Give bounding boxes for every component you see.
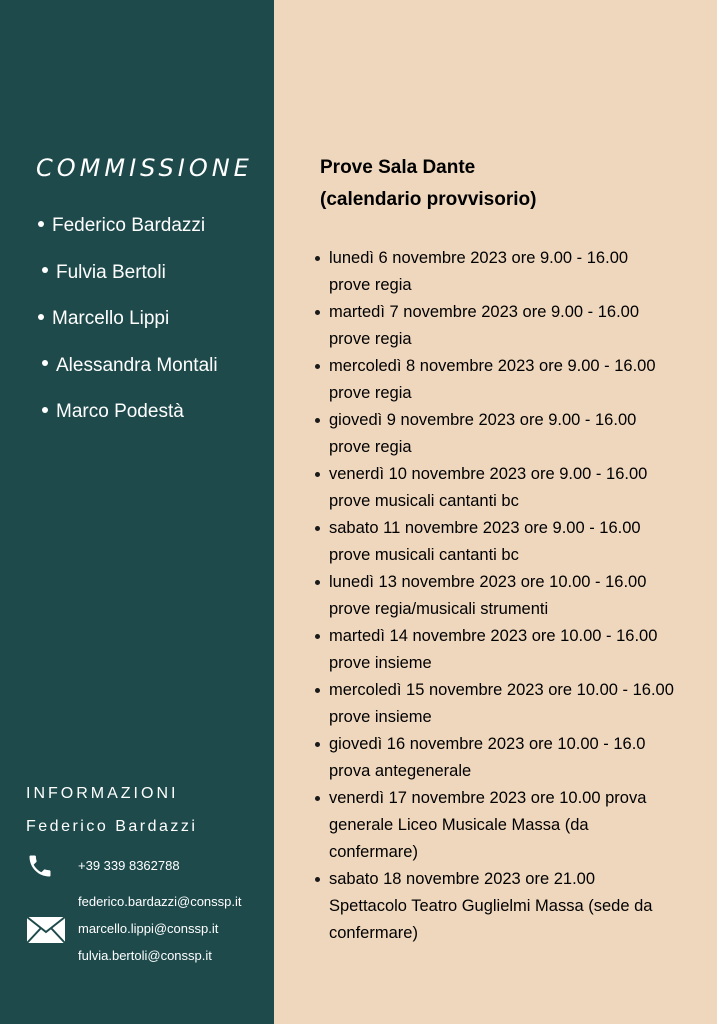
- schedule-date: giovedì 9 novembre 2023 ore 9.00 - 16.00: [329, 411, 637, 429]
- bullet-icon: [42, 360, 48, 366]
- list-item: [313, 515, 708, 569]
- list-item: [313, 866, 708, 947]
- commission-members-list: [38, 210, 218, 443]
- schedule-activity: prove regia: [329, 276, 412, 294]
- schedule-title-line2: (calendario provvisorio): [320, 189, 537, 210]
- list-item: [313, 623, 708, 677]
- schedule-activity-cont: confermare): [329, 843, 418, 861]
- bullet-icon: [38, 314, 44, 320]
- member-name: Marcello Lippi: [52, 308, 170, 329]
- schedule-title-line1: Prove Sala Dante: [320, 157, 476, 178]
- list-item: [313, 677, 708, 731]
- info-title: INFORMAZIONI: [26, 785, 179, 802]
- member-name: Alessandra Montali: [56, 354, 218, 376]
- schedule-date: sabato 18 novembre 2023 ore 21.00: [329, 870, 596, 888]
- member-name: Marco Podestà: [56, 401, 184, 422]
- commission-title: COMMISSIONE: [36, 154, 253, 182]
- email-link[interactable]: marcello.lippi@conssp.it: [78, 921, 219, 936]
- schedule-activity: prove insieme: [329, 654, 432, 672]
- list-item: [313, 245, 708, 299]
- list-item: [38, 303, 218, 350]
- member-name: Fulvia Bertoli: [56, 261, 166, 283]
- schedule-activity-cont: confermare): [329, 924, 418, 942]
- schedule-date: martedì 7 novembre 2023 ore 9.00 - 16.00: [329, 303, 640, 321]
- phone-icon: [26, 852, 54, 880]
- schedule-activity: generale Liceo Musicale Massa (da: [329, 816, 589, 834]
- bullet-icon: [42, 267, 48, 273]
- email-link[interactable]: fulvia.bertoli@conssp.it: [78, 948, 212, 963]
- bullet-icon: [42, 407, 48, 413]
- schedule-activity: prove musicali cantanti bc: [329, 492, 519, 510]
- list-item: [313, 461, 708, 515]
- schedule-date: venerdì 17 novembre 2023 ore 10.00 prova: [329, 789, 647, 807]
- list-item: [313, 569, 708, 623]
- bullet-icon: [38, 221, 44, 227]
- schedule-activity: prove musicali cantanti bc: [329, 546, 519, 564]
- schedule-activity: prove regia/musicali strumenti: [329, 600, 549, 618]
- member-name: Federico Bardazzi: [52, 215, 206, 236]
- schedule-date: lunedì 13 novembre 2023 ore 10.00 - 16.00: [329, 573, 647, 591]
- schedule-activity: Spettacolo Teatro Guglielmi Massa (sede da: [329, 897, 653, 915]
- list-item: [313, 731, 708, 785]
- schedule-date: sabato 11 novembre 2023 ore 9.00 - 16.00: [329, 519, 641, 537]
- schedule-activity: prove regia: [329, 384, 412, 402]
- list-item: [38, 257, 218, 304]
- schedule-date: mercoledì 8 novembre 2023 ore 9.00 - 16.00: [329, 357, 656, 375]
- phone-number[interactable]: +39 339 8362788: [78, 858, 180, 873]
- schedule-date: lunedì 6 novembre 2023 ore 9.00 - 16.00: [329, 249, 629, 267]
- info-contact-name: Federico Bardazzi: [26, 818, 198, 835]
- email-link[interactable]: federico.bardazzi@conssp.it: [78, 894, 242, 909]
- schedule-date: venerdì 10 novembre 2023 ore 9.00 - 16.00: [329, 465, 648, 483]
- schedule-date: giovedì 16 novembre 2023 ore 10.00 - 16.0: [329, 735, 646, 753]
- list-item: [313, 299, 708, 353]
- schedule-activity: prove regia: [329, 330, 412, 348]
- schedule-title: [320, 152, 536, 216]
- left-panel: [0, 0, 274, 1024]
- schedule-date: mercoledì 15 novembre 2023 ore 10.00 - 16.00: [329, 681, 674, 699]
- schedule-activity: prova antegenerale: [329, 762, 472, 780]
- list-item: [313, 353, 708, 407]
- schedule-date: martedì 14 novembre 2023 ore 10.00 - 16.00: [329, 627, 658, 645]
- list-item: [313, 407, 708, 461]
- schedule-list: [313, 245, 708, 947]
- list-item: [38, 210, 218, 257]
- list-item: [38, 350, 218, 397]
- list-item: [38, 396, 218, 443]
- list-item: [313, 785, 708, 866]
- schedule-activity: prove insieme: [329, 708, 432, 726]
- mail-icon: [26, 916, 66, 944]
- schedule-activity: prove regia: [329, 438, 412, 456]
